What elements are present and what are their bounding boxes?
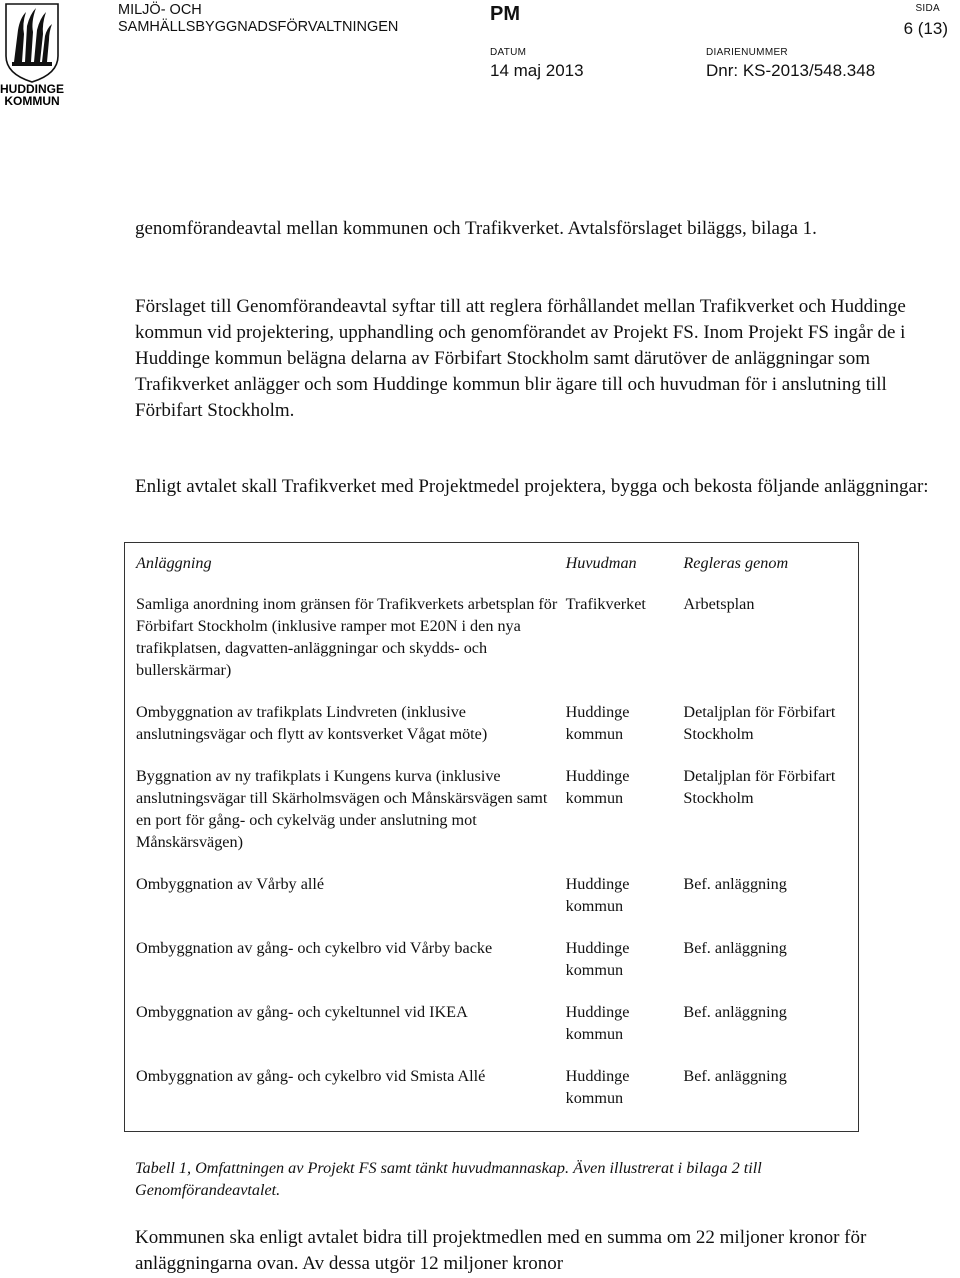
- table-row: [125, 593, 859, 701]
- cell-regulated-by: Bef. anläggning: [683, 939, 787, 957]
- header-regulated-by: Regleras genom: [683, 554, 789, 572]
- table-header-row: [125, 543, 859, 594]
- table-caption: Tabell 1, Omfattningen av Projekt FS samt tänkt huvudmannaskap. Även illustrerat i bilaga 2 till Genomförandeavtalet.: [135, 1159, 762, 1199]
- cell-principal: Huddinge kommun: [565, 1067, 630, 1107]
- cell-facility: Ombyggnation av Vårby allé: [136, 875, 325, 893]
- table-row: [125, 765, 859, 873]
- cell-principal: Huddinge kommun: [565, 939, 630, 979]
- cell-regulated-by: Detaljplan för Förbifart Stockholm: [683, 767, 836, 807]
- header-principal: Huvudman: [565, 554, 637, 572]
- cell-facility: Ombyggnation av trafikplats Lindvreten (inklusive anslutningsvägar och flytt av kontsverket Vågat möte): [136, 703, 488, 743]
- cell-regulated-by: Bef. anläggning: [683, 1067, 787, 1085]
- cell-facility: Ombyggnation av gång- och cykeltunnel vid IKEA: [136, 1003, 468, 1021]
- organization-name: [118, 2, 398, 36]
- facilities-table: [124, 542, 859, 1132]
- cell-principal: Huddinge kommun: [565, 767, 630, 807]
- cell-regulated-by: Detaljplan för Förbifart Stockholm: [683, 703, 836, 743]
- paragraph-3: Enligt avtalet skall Trafikverket med Projektmedel projektera, bygga och bekosta följande anläggningar:: [135, 476, 929, 497]
- huddinge-kommun-logo: [0, 0, 64, 108]
- cell-facility: Ombyggnation av gång- och cykelbro vid Vårby backe: [136, 939, 493, 957]
- cell-regulated-by: Bef. anläggning: [683, 875, 787, 893]
- header-facility: Anläggning: [136, 554, 212, 572]
- cell-facility: Ombyggnation av gång- och cykelbro vid Smista Allé: [136, 1067, 486, 1085]
- registration-label: DIARIENUMMER: [706, 47, 788, 58]
- org-line-1: MILJÖ- OCH: [118, 2, 202, 18]
- table-row: [125, 1065, 859, 1132]
- logo-text-line2: KOMMUN: [4, 94, 60, 108]
- cell-principal: Huddinge kommun: [565, 703, 630, 743]
- paragraph-4: Kommunen ska enligt avtalet bidra till projektmedlen med en summa om 22 miljoner kronor för anläggningarna ovan. Av dessa utgör 12 miljoner kronor: [135, 1227, 867, 1274]
- cell-regulated-by: Arbetsplan: [683, 595, 755, 613]
- document-type: PM: [490, 3, 520, 25]
- org-line-2: SAMHÄLLSBYGGNADSFÖRVALTNINGEN: [118, 19, 399, 35]
- cell-regulated-by: Bef. anläggning: [683, 1003, 787, 1021]
- date-label: DATUM: [490, 47, 527, 58]
- table-row: [125, 1001, 859, 1065]
- cell-facility: Samliga anordning inom gränsen för Trafikverkets arbetsplan för Förbifart Stockholm (inklusive ramper mot E20N i den nya trafikplatsen, dagvatten-anläggningar och skydds- och bullerskärmar): [136, 595, 558, 679]
- page-label: SIDA: [915, 3, 940, 14]
- paragraph-2: Förslaget till Genomförandeavtal syftar till att reglera förhållandet mellan Trafikverket och Huddinge kommun vid projektering, upphandling och genomförandet av Projekt FS. Inom Projekt FS ingår de i Huddinge kommun belägna delarna av Förbifart Stockholm samt därutöver de anläggningar som Trafikverket anlägger och som Huddinge kommun blir ägare till och huvudman för i anslutning till Förbifart Stockholm.: [135, 296, 906, 421]
- paragraph-1: genomförandeavtal mellan kommunen och Trafikverket. Avtalsförslaget biläggs, bilaga 1.: [135, 218, 817, 239]
- registration-number: Dnr: KS-2013/548.348: [706, 61, 876, 80]
- table-row: [125, 937, 859, 1001]
- cell-principal: Huddinge kommun: [565, 1003, 630, 1043]
- cell-principal: Huddinge kommun: [565, 875, 630, 915]
- logo-text-line1: HUDDINGE: [0, 82, 64, 96]
- page-number: 6 (13): [903, 19, 948, 38]
- table-row: [125, 701, 859, 765]
- table-row: [125, 873, 859, 937]
- cell-principal: Trafikverket: [565, 595, 646, 613]
- cell-facility: Byggnation av ny trafikplats i Kungens kurva (inklusive anslutningsvägar till Skärholmsvägen och Månskärsvägen samt en port för gång- och cykelväg under anslutning mot Månskärsvägen): [136, 767, 548, 851]
- document-date: 14 maj 2013: [490, 61, 584, 80]
